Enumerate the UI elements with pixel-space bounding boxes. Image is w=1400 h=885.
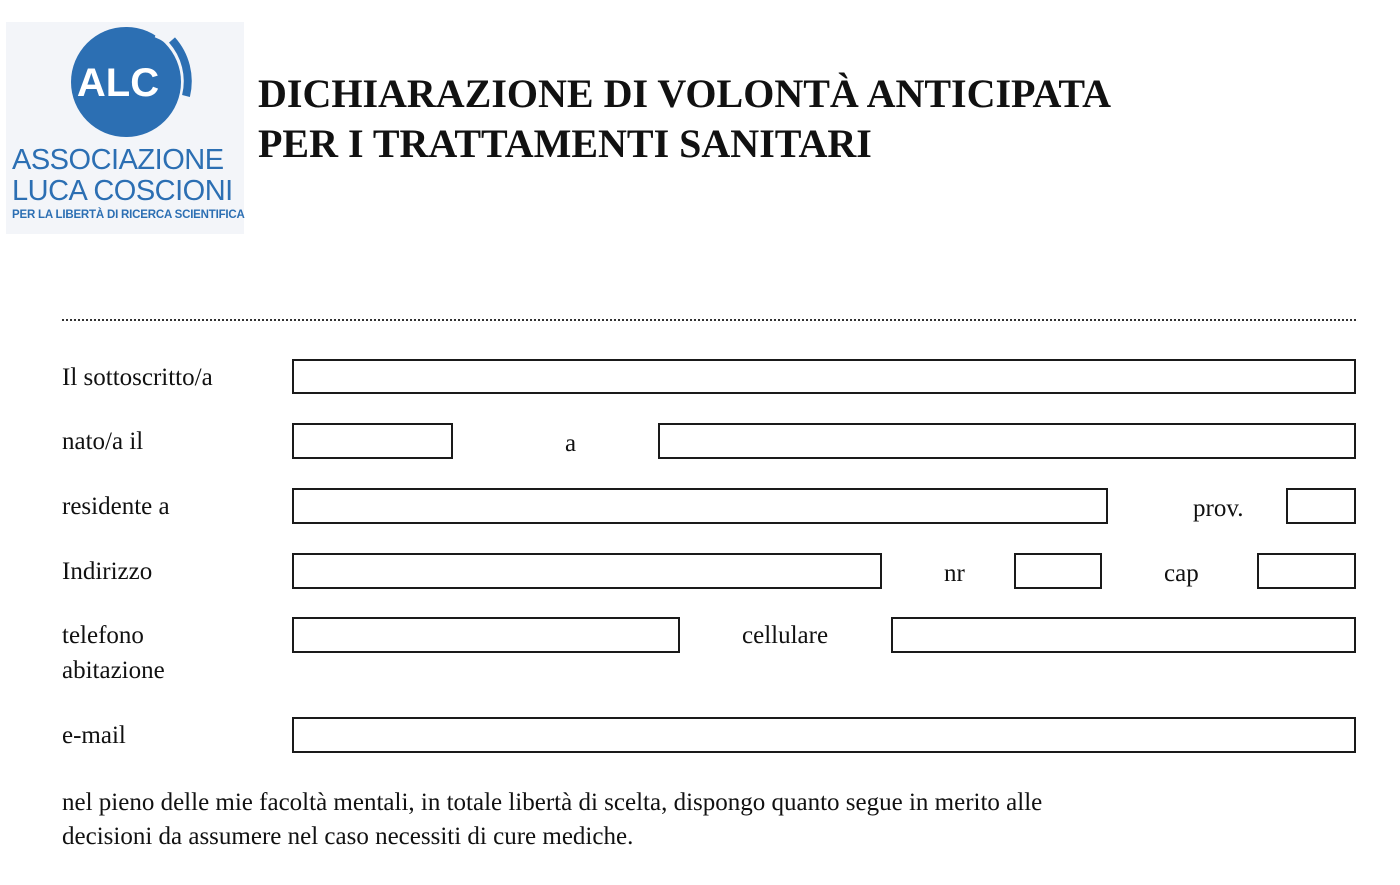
sottoscritto-field[interactable] <box>292 359 1356 394</box>
birth-place-a-label: a <box>565 430 577 457</box>
address-field[interactable] <box>292 553 882 589</box>
logo-mark-text: ALC <box>76 61 160 105</box>
cap-label: cap <box>1164 560 1199 587</box>
declaration-paragraph <box>62 786 1362 854</box>
province-field[interactable] <box>1286 488 1356 524</box>
mobile-phone-field[interactable] <box>891 617 1356 653</box>
logo-line-name: LUCA COSCIONI <box>12 175 233 207</box>
alc-logo-mark <box>6 22 244 142</box>
nr-label: nr <box>944 560 965 587</box>
logo-line-association: ASSOCIAZIONE <box>12 144 224 176</box>
street-number-field[interactable] <box>1014 553 1102 589</box>
document-title-line-2: PER I TRATTAMENTI SANITARI <box>258 121 872 166</box>
home-phone-field[interactable] <box>292 617 680 653</box>
dotted-divider <box>62 319 1356 321</box>
email-label: e-mail <box>62 722 126 749</box>
prov-label: prov. <box>1193 495 1244 522</box>
logo-line-tagline: PER LA LIBERTÀ DI RICERCA SCIENTIFICA <box>12 209 245 221</box>
email-field[interactable] <box>292 717 1356 753</box>
sottoscritto-label: Il sottoscritto/a <box>62 364 213 391</box>
indirizzo-label: Indirizzo <box>62 558 153 585</box>
residente-label: residente a <box>62 493 170 520</box>
declaration-line-1: nel pieno delle mie facoltà mentali, in totale libertà di scelta, dispongo quanto segue in merito alle <box>62 789 1043 816</box>
logo <box>6 22 244 234</box>
birth-place-field[interactable] <box>658 423 1356 459</box>
cellulare-label: cellulare <box>742 622 829 649</box>
nato-il-label: nato/a il <box>62 428 144 455</box>
telefono-label-line-2: abitazione <box>62 657 165 684</box>
declaration-line-2: decisioni da assumere nel caso necessiti di cure mediche. <box>62 823 634 850</box>
telefono-label-line-1: telefono <box>62 622 144 649</box>
document-title-line-1: DICHIARAZIONE DI VOLONTÀ ANTICIPATA <box>258 71 1112 116</box>
residence-field[interactable] <box>292 488 1108 524</box>
postal-code-field[interactable] <box>1257 553 1356 589</box>
birth-date-field[interactable] <box>292 423 453 459</box>
